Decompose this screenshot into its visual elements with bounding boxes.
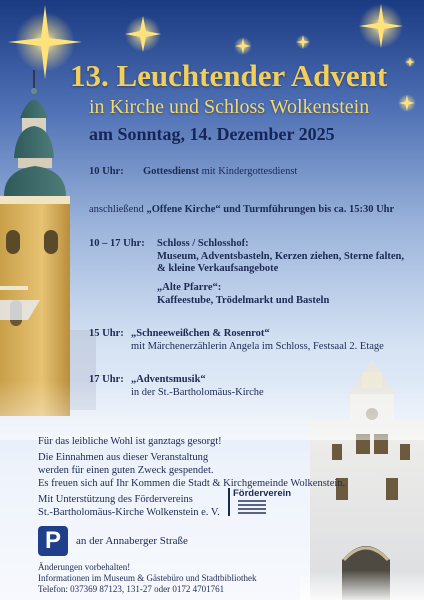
parking-icon: P [38,526,68,556]
info-line: Mit Unterstützung des Fördervereins [38,494,193,505]
star-icon [296,35,310,49]
info-welcome: Es freuen sich auf Ihr Kommen die Stadt & Kirchgemeinde Wolkenstein. [38,478,346,489]
footer [38,562,256,595]
schedule-line: „Alte Pfarre“: [157,282,222,293]
schedule-item-5 [131,374,264,399]
schedule-prefix: anschließend [89,204,147,215]
schedule-detail: mit Kindergottesdienst [198,166,298,177]
footer-changes: Änderungen vorbehalten! [38,562,131,572]
info-line: Die Einnahmen aus dieser Veranstaltung [38,452,209,463]
info-line: St.-Bartholomäus-Kirche Wolkenstein e. V. [38,506,220,518]
parking-text: an der Annaberger Straße [76,535,188,547]
star-icon [125,16,161,52]
schedule-label: Gottesdienst [142,166,199,177]
schedule-title: „Adventsmusik“ [131,374,206,385]
schedule-label: „Offene Kirche“ und Turmführungen bis ca. 15:30 Uhr [146,204,395,215]
schedule-time: 10 – 17 Uhr: [89,238,145,249]
sponsor-logo-text: Förderverein [233,488,292,499]
info-proceeds [38,452,214,477]
schedule-time: 15 Uhr: [89,328,124,339]
schedule-item-3 [157,238,404,276]
footer-phone: Telefon: 037369 87123, 131-27 oder 0172 4701761 [38,584,225,594]
footer-info: Informationen im Museum & Gästebüro und Stadtbibliothek [38,573,257,583]
sponsor-logo [228,488,302,516]
schedule-item-2 [89,204,394,217]
info-line: werden für einen guten Zweck gespendet. [38,464,214,476]
schedule-item-3-pfarre [157,282,329,307]
church-tower-illustration [0,70,96,416]
poster-title: 13. Leuchtender Advent [70,58,388,93]
poster-subtitle: in Kirche und Schloss Wolkenstein [89,96,370,118]
star-icon [405,57,415,67]
schedule-line: Museum, Adventsbasteln, Kerzen ziehen, Sterne falten, [157,250,405,262]
info-support [38,494,220,519]
sponsor-logo-lines [238,500,266,516]
info-welfare: Für das leibliche Wohl ist ganztags gesorgt! [38,436,222,447]
schedule-item-4 [131,328,384,353]
schedule-line: Kaffeestube, Trödelmarkt und Basteln [157,294,330,306]
schedule-time: 17 Uhr: [89,374,124,385]
schedule-line: & kleine Verkaufsangebote [157,263,279,274]
star-icon [359,4,403,48]
event-date: am Sonntag, 14. Dezember 2025 [89,124,335,144]
schedule-item-1 [89,166,297,179]
schedule-detail: mit Märchenerzählerin Angela im Schloss, Festsaal 2. Etage [131,340,384,352]
schedule-time: 10 Uhr: [89,166,124,177]
schedule-line: Schloss / Schlosshof: [157,238,249,249]
star-icon [234,37,252,55]
star-icon [398,94,416,112]
schedule-detail: in der St.-Bartholomäus-Kirche [131,386,264,398]
schedule-title: „Schneeweißchen & Rosenrot“ [131,328,270,339]
